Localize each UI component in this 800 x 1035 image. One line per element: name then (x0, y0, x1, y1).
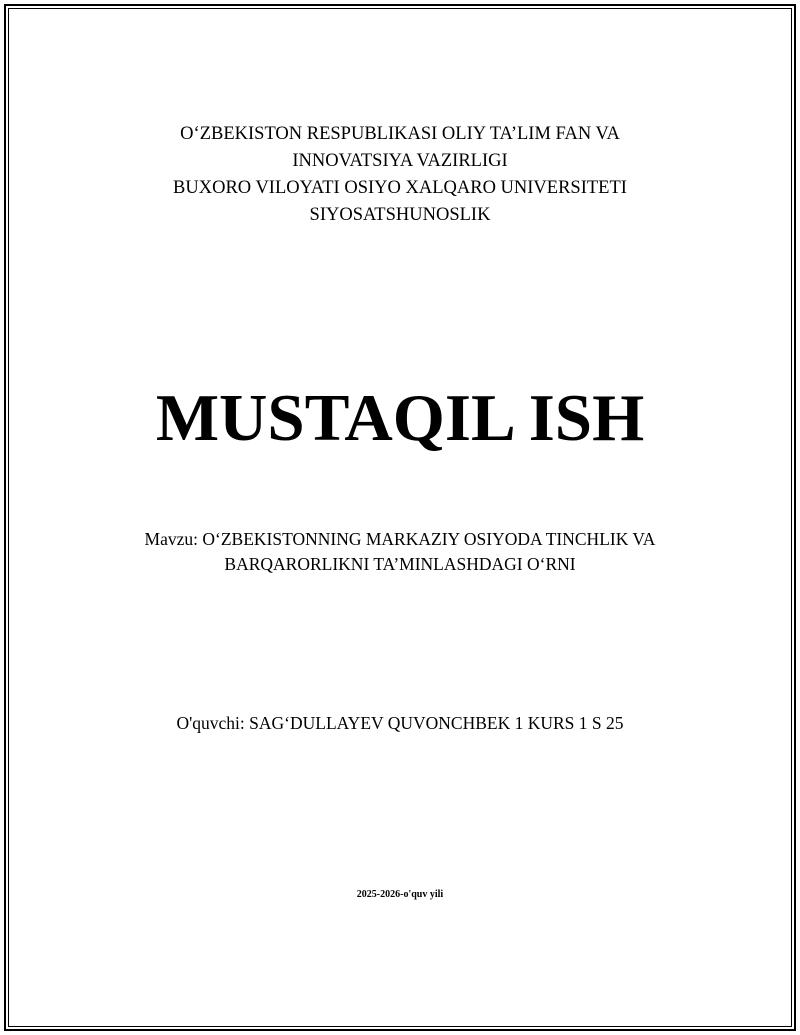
document-title: MUSTAQIL ISH (155, 381, 645, 455)
topic-line-1: Mavzu: O‘ZBEKISTONNING MARKAZIY OSIYODA TINCHLIK VA (144, 529, 656, 549)
header-line-3: BUXORO VILOYATI OSIYO XALQARO UNIVERSITETI (173, 178, 627, 198)
header-line-2: INNOVATSIYA VAZIRLIGI (292, 151, 508, 171)
header-line-1: O‘ZBEKISTON RESPUBLIKASI OLIY TA’LIM FAN VA (180, 124, 620, 144)
topic-block (60, 527, 740, 577)
student-info: O'quvchi: SAG‘DULLAYEV QUVONCHBEK 1 KURS 1 S 25 (176, 713, 624, 733)
academic-year: 2025-2026-o'quv yili (356, 889, 444, 900)
topic-line-2: BARQARORLIKNI TA’MINLASHDAGI O‘RNI (224, 554, 576, 574)
header-line-4: SIYOSATSHUNOSLIK (309, 205, 491, 225)
institution-header (60, 121, 740, 229)
